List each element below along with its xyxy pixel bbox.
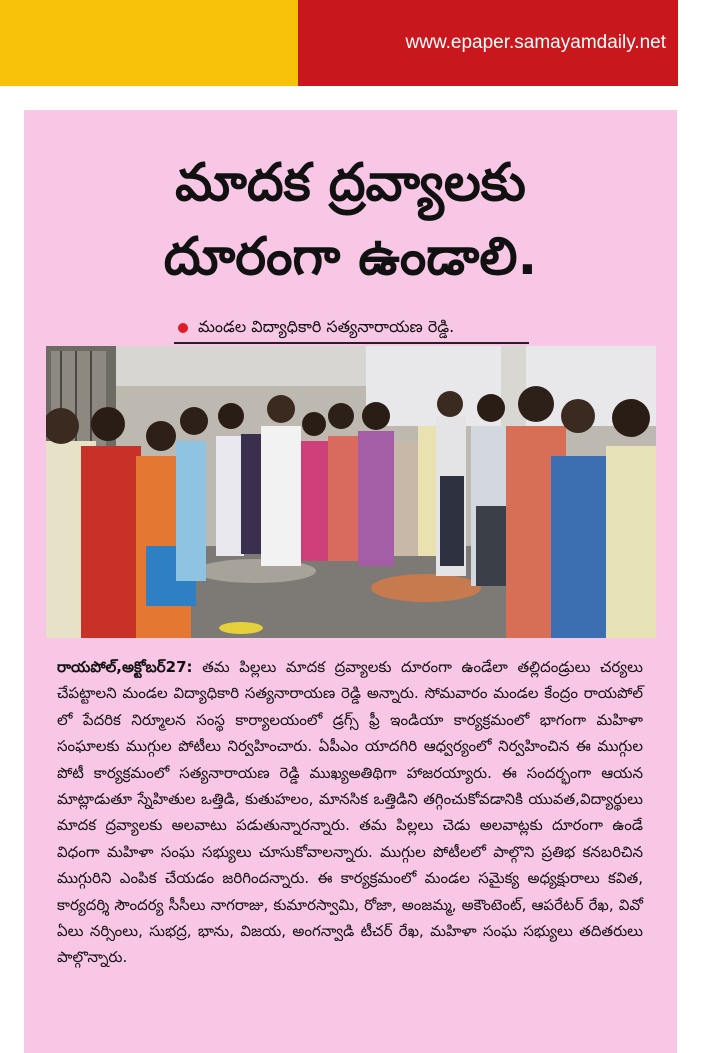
group-photo-icon bbox=[46, 346, 656, 638]
header-yellow-band bbox=[0, 0, 298, 86]
red-bullet-icon bbox=[178, 323, 188, 333]
news-photo bbox=[46, 346, 656, 638]
byline bbox=[174, 314, 529, 344]
headline bbox=[24, 146, 677, 294]
site-url-link[interactable]: www.epaper.samayamdaily.net bbox=[405, 32, 666, 53]
byline-text: మండల విద్యాధికారి సత్యనారాయణ రెడ్డి. bbox=[198, 316, 455, 336]
article-body bbox=[57, 654, 643, 971]
article-body-text: తమ పిల్లలు మాదక ద్రవ్యాలకు దూరంగా ఉండేలా తల్లిదండ్రులు చర్యలు చేపట్టాలని మండల విద్యాధికారి సత్యనారాయణ రెడ్డి అన్నారు. సోమవారం మండల కేంద్రం రాయపోల్ లో పేదరిక నిర్మూలన సంస్థ కార్యాలయంలో డ్రగ్స్ ఫ్రీ ఇండియా కార్యక్రమంలో భాగంగా మహిళా సంఘాలకు ముగ్గుల పోటీలు నిర్వహించారు. ఏపీఎం యాదగిరి ఆధ్వర్యంలో నిర్వహించిన ఈ ముగ్గుల పోటీ కార్యక్రమంలో సత్యనారాయణ రెడ్డి ముఖ్యఅతిథిగా హాజరయ్యారు. ఈ సందర్భంగా ఆయన మాట్లాడుతూ స్నేహితుల ఒత్తిడి, కుతుహలం, మానసిక ఒత్తిడిని తగ్గించుకోవడానికి యువత,విద్యార్థులు మాదక ద్రవ్యాలకు అలవాటు పడుతున్నారన్నారు. తమ పిల్లలు చెడు అలవాట్లకు దూరంగా ఉండే విధంగా మహిళా సంఘ సభ్యులు చూసుకోవాలన్నారు. ముగ్గుల పోటీలలో పాల్గొని ప్రతిభ కనబరిచిన ముగ్గురిని ఎంపిక చేయడం జరిగిందన్నారు. ఈ కార్యక్రమంలో మండల సమైక్య అధ్యక్షురాలు కవిత, కార్యదర్శి సౌందర్య సీసీలు నాగరాజు, కుమారస్వామి, రోజా, అంజమ్మ, అకౌంటెంట్, ఆపరేటర్ రేఖ, వివో ఏలు నర్సింలు, సుభద్ర, భాను, విజయ, అంగన్వాడి టీచర్ రేఖ, మహిళా సంఘ సభ్యులు తదితరులు పాల్గొన్నారు. bbox=[57, 658, 643, 967]
headline-line-2: దూరంగా ఉండాలి. bbox=[163, 227, 538, 287]
headline-line-1: మాదక ద్రవ్యాలకు bbox=[175, 153, 526, 213]
news-article bbox=[24, 110, 677, 1053]
dateline: రాయపోల్,అక్టోబర్27: bbox=[57, 658, 193, 676]
